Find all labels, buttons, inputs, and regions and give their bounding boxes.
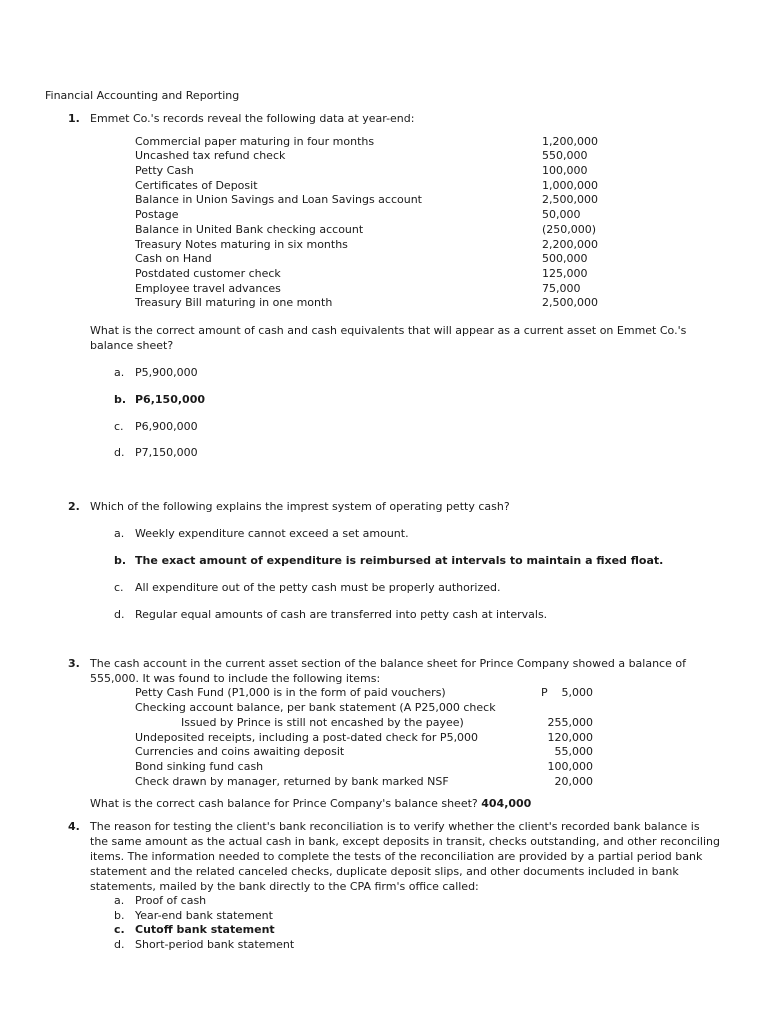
- q4-choice-letter: b.: [114, 909, 125, 922]
- q3-item-value: 55,000: [554, 745, 593, 758]
- q3-text-line: The cash account in the current asset section of the balance sheet for Prince Company showed a balance of: [90, 657, 686, 670]
- q1-item-label: Petty Cash: [135, 164, 194, 177]
- q1-item-label: Treasury Bill maturing in one month: [135, 296, 333, 309]
- q1-prompt: Emmet Co.'s records reveal the following data at year-end:: [90, 112, 415, 125]
- q2-choice-letter: c.: [114, 581, 124, 594]
- q4-text-line: statements, mailed by the bank directly to the CPA firm's office called:: [90, 880, 479, 893]
- q1-item-label: Postdated customer check: [135, 267, 281, 280]
- q4-text-line: items. The information needed to complete the tests of the reconciliation are provided by a partial period bank: [90, 850, 703, 863]
- q3-item-currency: P: [541, 686, 548, 699]
- q2-choice-text: All expenditure out of the petty cash must be properly authorized.: [135, 581, 501, 594]
- q3-item-value: 120,000: [547, 731, 593, 744]
- q1-item-value: 100,000: [542, 164, 588, 177]
- q4-choice-text: Short-period bank statement: [135, 938, 295, 951]
- q1-item-value: 2,200,000: [542, 238, 598, 251]
- q4-text-line: statement and the related canceled checks, duplicate deposit slips, and other documents included in bank: [90, 865, 679, 878]
- q1-item-label: Cash on Hand: [135, 252, 212, 265]
- q1-item-value: 1,200,000: [542, 135, 598, 148]
- q1-item-label: Balance in Union Savings and Loan Savings account: [135, 193, 422, 206]
- q3-item-value: 20,000: [554, 775, 593, 788]
- q3-item-value: 100,000: [547, 760, 593, 773]
- q4-choice-text: Year-end bank statement: [135, 909, 273, 922]
- q1-item-value: 550,000: [542, 149, 588, 162]
- q1-choice-letter-answer: b.: [114, 393, 127, 406]
- q1-question-line: What is the correct amount of cash and cash equivalents that will appear as a current asset on Emmet Co.'s: [90, 324, 687, 337]
- q1-item-label: Balance in United Bank checking account: [135, 223, 364, 236]
- q4-choice-text: Proof of cash: [135, 894, 207, 907]
- q1-item-label: Commercial paper maturing in four months: [135, 135, 375, 148]
- q1-choice-letter: d.: [114, 446, 125, 459]
- q2-question: Which of the following explains the imprest system of operating petty cash?: [90, 500, 510, 513]
- q1-choice-text-answer: P6,150,000: [135, 393, 205, 406]
- q2-choice-text: Regular equal amounts of cash are transferred into petty cash at intervals.: [135, 608, 548, 621]
- q2-choice-letter: d.: [114, 608, 125, 621]
- q1-item-value: 2,500,000: [542, 193, 598, 206]
- q1-item-label: Treasury Notes maturing in six months: [135, 238, 348, 251]
- q1-choice-letter: c.: [114, 420, 124, 433]
- q1-item-value: 500,000: [542, 252, 588, 265]
- q1-choice-text: P5,900,000: [135, 366, 198, 379]
- q1-item-value: 2,500,000: [542, 296, 598, 309]
- q3-item-value: 255,000: [547, 716, 593, 729]
- q1-choice-text: P7,150,000: [135, 446, 198, 459]
- q2-choice-letter: a.: [114, 527, 125, 540]
- q1-question-line: balance sheet?: [90, 339, 174, 352]
- q3-item-label: Undeposited receipts, including a post-dated check for P5,000: [135, 731, 479, 744]
- q3-item-label: Issued by Prince is still not encashed by the payee): [181, 716, 464, 729]
- q3-item-label: Bond sinking fund cash: [135, 760, 264, 773]
- q1-item-value: 125,000: [542, 267, 588, 280]
- q4-number: 4.: [68, 820, 80, 833]
- q3-item-label: Checking account balance, per bank statement (A P25,000 check: [135, 701, 496, 714]
- q3-item-value: 5,000: [561, 686, 593, 699]
- q1-item-value: 75,000: [542, 282, 581, 295]
- q3-item-label: Petty Cash Fund (P1,000 is in the form of paid vouchers): [135, 686, 446, 699]
- q3-item-label: Currencies and coins awaiting deposit: [135, 745, 345, 758]
- q3-answer: 404,000: [481, 797, 532, 810]
- q3-text-line: 555,000. It was found to include the following items:: [90, 672, 381, 685]
- q4-text-line: the same amount as the actual cash in bank, except deposits in transit, checks outstanding, and other reconciling: [90, 835, 720, 848]
- q1-item-label: Postage: [135, 208, 179, 221]
- q2-choice-text: Weekly expenditure cannot exceed a set amount.: [135, 527, 409, 540]
- q4-choice-text-answer: Cutoff bank statement: [135, 923, 275, 936]
- q1-number: 1.: [68, 112, 80, 125]
- q1-item-label: Employee travel advances: [135, 282, 281, 295]
- q1-choice-letter: a.: [114, 366, 125, 379]
- q1-item-value: 1,000,000: [542, 179, 598, 192]
- q4-choice-letter: d.: [114, 938, 125, 951]
- q3-number: 3.: [68, 657, 80, 670]
- q1-item-value: (250,000): [542, 223, 597, 236]
- q3-question-text: What is the correct cash balance for Prince Company's balance sheet?: [90, 797, 478, 810]
- q1-item-label: Certificates of Deposit: [135, 179, 258, 192]
- q2-choice-letter-answer: b.: [114, 554, 127, 567]
- q2-choice-text-answer: The exact amount of expenditure is reimbursed at intervals to maintain a fixed float.: [135, 554, 664, 567]
- q1-item-label: Uncashed tax refund check: [135, 149, 286, 162]
- document-title: Financial Accounting and Reporting: [45, 89, 240, 102]
- q1-item-value: 50,000: [542, 208, 581, 221]
- q4-choice-letter-answer: c.: [114, 923, 125, 936]
- q4-choice-letter: a.: [114, 894, 125, 907]
- q3-item-label: Check drawn by manager, returned by bank marked NSF: [135, 775, 449, 788]
- q3-question: [90, 797, 531, 811]
- q1-choice-text: P6,900,000: [135, 420, 198, 433]
- q4-text-line: The reason for testing the client's bank reconciliation is to verify whether the client's recorded bank balance is: [90, 820, 700, 833]
- q2-number: 2.: [68, 500, 80, 513]
